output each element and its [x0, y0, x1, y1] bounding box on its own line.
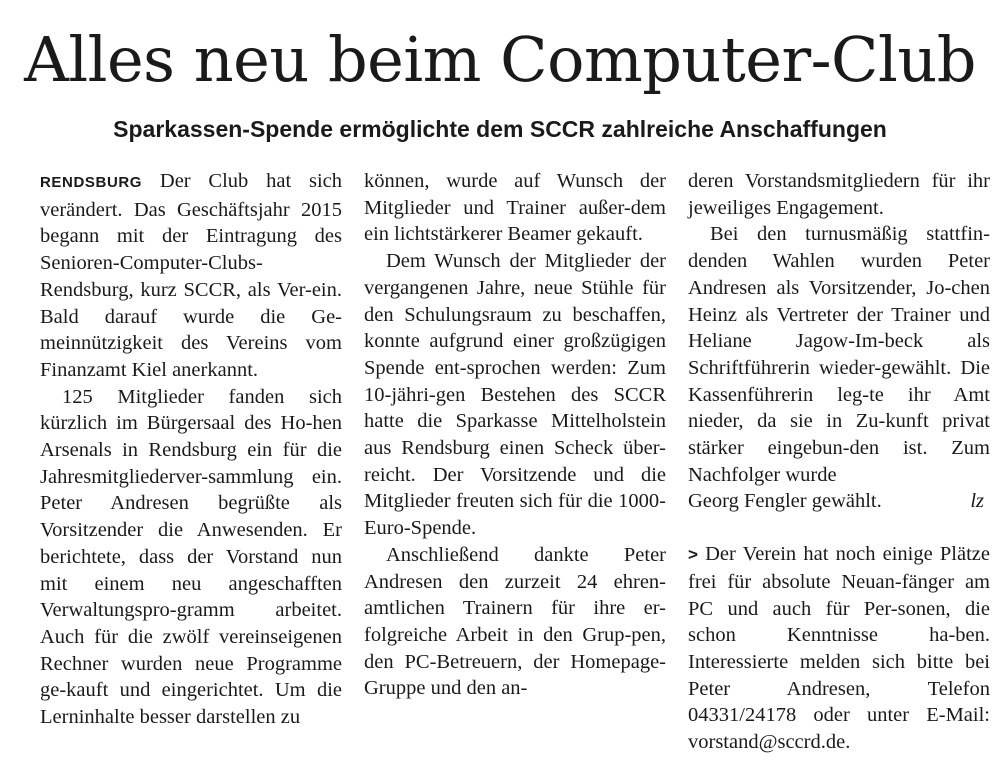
- paragraph: können, wurde auf Wunsch der Mitglieder und Trainer außer-dem ein lichtstärkerer Beamer gekauft.: [364, 170, 666, 246]
- paragraph: [40, 168, 342, 384]
- paragraph: Dem Wunsch der Mitglieder der vergangenen Jahre, neue Stühle für den Schulungsraum zu beschaffen, konnte aufgrund einer großzügigen Spende ent-sprochen werden: Zum 10-jähri-gen Bestehen des SCCR hatte die Sparkasse Mittelholstein aus Rendsburg einen Scheck über-reicht. Der Vorsitzende und die Mitglieder freuten sich für die 1000-Euro-Spende.: [364, 250, 666, 540]
- paragraph: deren Vorstandsmitgliedern für ihr jeweiliges Engagement.: [688, 170, 990, 219]
- info-box: [688, 541, 990, 756]
- paragraph-text: Georg Fengler gewählt.: [688, 490, 882, 513]
- column-2: [364, 168, 666, 758]
- paragraph: 125 Mitglieder fanden sich kürzlich im Bürgersaal des Ho-hen Arsenals in Rendsburg ein für die Jahresmitgliederver-sammlung ein. Peter Andresen begrüßte als Vorsitzender die Anwesenden. Er berichtete, dass der Vorstand nun mit einem neu angeschafften Verwaltungspro-gramm arbeitet. Auch für die zwölf vereinseigenen Rechner wurden neue Programme ge-kauft und eingerichtet. Um die Lerninhalte besser darstellen zu: [40, 385, 342, 729]
- author-signature: lz: [970, 490, 984, 513]
- column-3: [688, 168, 990, 758]
- column-1: [40, 168, 342, 758]
- subheadline: Sparkassen-Spende ermöglichte dem SCCR zahlreiche Anschaffungen: [113, 116, 887, 142]
- paragraph-text: Der Club hat sich verändert. Das Geschäftsjahr 2015 begann mit der Eintragung des Senioren-Computer-Clubs-Rendsburg, kurz SCCR, als Ver-ein. Bald darauf wurde die Ge-meinnützigkeit des Vereins vom Finanzamt Kiel anerkannt.: [40, 170, 342, 381]
- paragraph: Bei den turnusmäßig stattfin-denden Wahlen wurden Peter Andresen als Vorsitzender, Jo-chen Heinz als Vertreter der Trainer und Heliane Jagow-Im-beck als Schriftführerin wieder-gewählt. Die Kassenführerin leg-te ihr Amt nieder, da sie in Zu-kunft privat stärker eingebun-den ist. Zum Nachfolger wurde: [688, 223, 990, 486]
- dateline: RENDSBURG: [40, 174, 143, 191]
- arrow-marker-icon: >: [688, 545, 698, 565]
- article-body: [40, 168, 990, 758]
- paragraph: Anschließend dankte Peter Andresen den zurzeit 24 ehren-amtlichen Trainern für ihre er-folgreiche Arbeit in den Grup-pen, den PC-Betreuern, der Homepage-Gruppe und den an-: [364, 543, 666, 700]
- closing-line: [688, 488, 990, 515]
- info-text: Der Verein hat noch einige Plätze frei für absolute Neuan-fänger am PC und auch für Per-sonen, die schon Kenntnisse ha-ben. Interessierte melden sich bitte bei Peter Andresen, Telefon 04331/24178 oder unter E-Mail: vorstand@sccrd.de.: [688, 543, 990, 754]
- headline: Alles neu beim Computer-Club: [24, 23, 976, 96]
